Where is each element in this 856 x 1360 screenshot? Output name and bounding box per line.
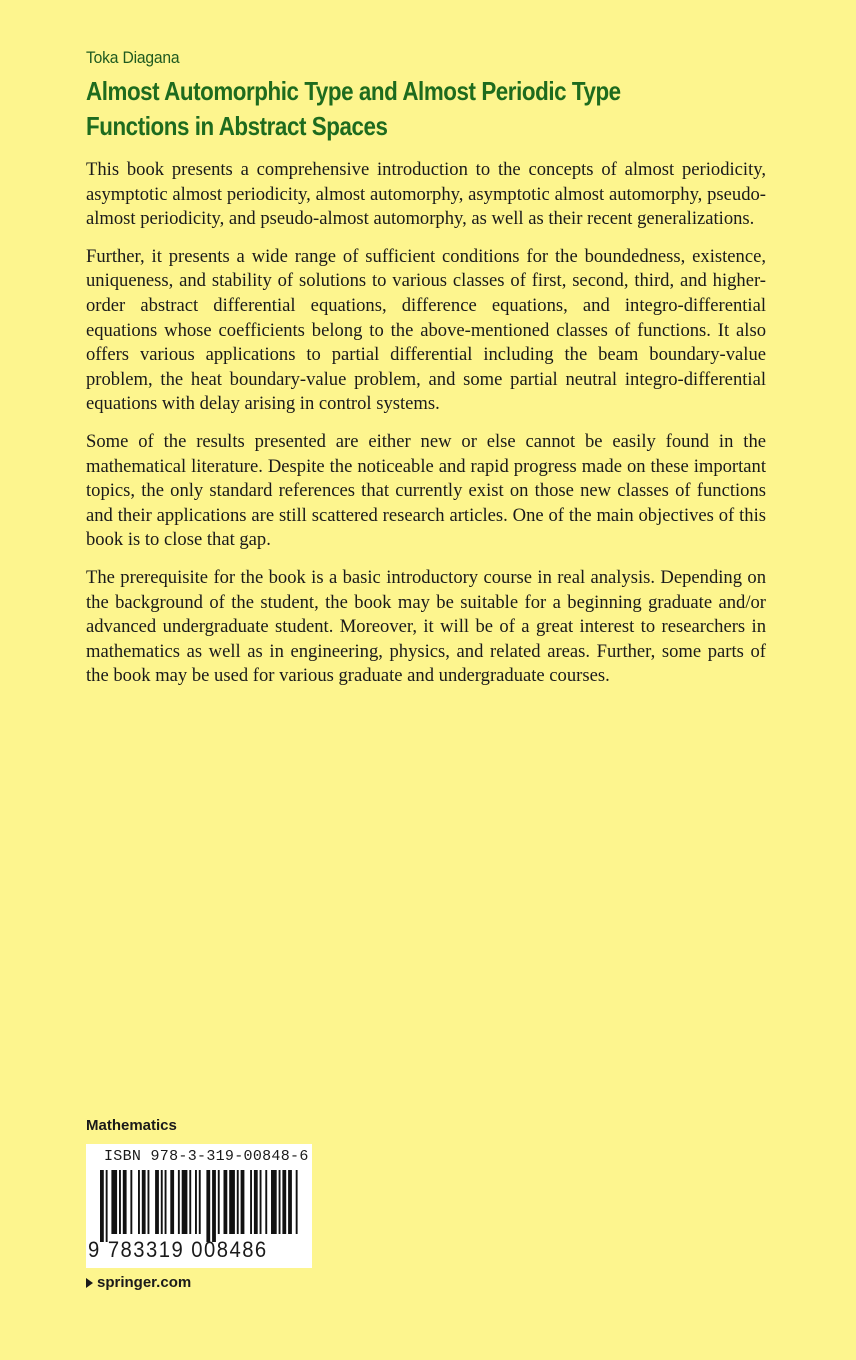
author-name: Toka Diagana <box>86 48 180 67</box>
description-paragraph-3: Some of the results presented are either new or else cannot be easily found in the mathematical literature. Despite the noticeable and rapid progress made on these important topics, the only standard references that currently exist on those new classes of functions and their applications are still scattered research articles. One of the main objectives of this book is to close that gap. <box>86 430 766 551</box>
barcode-icon <box>100 1170 300 1242</box>
barcode-panel <box>86 1144 312 1268</box>
description-paragraph-1: This book presents a comprehensive introduction to the concepts of almost periodicity, asymptotic almost periodicity, almost automorphy, asymptotic almost automorphy, pseudo-almost periodicity, and pseudo-almost automorphy, as well as their recent generalizations. <box>86 159 766 230</box>
description-paragraph-4: The prerequisite for the book is a basic introductory course in real analysis. Depending on the background of the student, the book may be suitable for a beginning graduate and/or advanced undergraduate student. Moreover, it will be of a great interest to researchers in mathematics as well as in engineering, physics, and related areas. Further, some parts of the book may be used for various graduate and undergraduate courses. <box>86 566 766 687</box>
website-label: springer.com <box>97 1274 192 1291</box>
barcode-digits: 9 783319 008486 <box>88 1237 268 1262</box>
arrow-right-icon <box>86 1278 93 1288</box>
book-title-line-1: Almost Automorphic Type and Almost Periodic Type <box>86 76 621 106</box>
book-title-line-2: Functions in Abstract Spaces <box>86 111 388 141</box>
isbn-label: ISBN 978-3-319-00848-6 <box>104 1148 309 1165</box>
website-link[interactable] <box>86 1274 191 1291</box>
back-cover <box>86 0 770 1360</box>
description <box>86 158 766 702</box>
subject-label: Mathematics <box>86 1117 177 1134</box>
book-title <box>86 74 740 144</box>
description-paragraph-2: Further, it presents a wide range of sufficient conditions for the boundedness, existence, uniqueness, and stability of solutions to various classes of first, second, third, and higher-order abstract differential equations, difference equations, and integro-differential equations whose coefficients belong to the above-mentioned classes of functions. It also offers various applications to partial differential including the beam boundary-value problem, the heat boundary-value problem, and some partial neutral integro-differential equations with delay arising in control systems. <box>86 245 766 415</box>
